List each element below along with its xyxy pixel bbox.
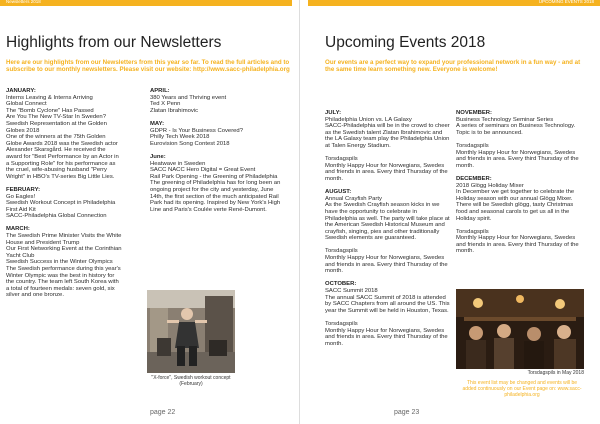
section-line: Interns Leaving & Interns Arriving — [6, 94, 93, 101]
section-line: Swedish Representation at the Golden Globes 2018 — [6, 120, 107, 134]
section-line: SACC Summit 2018 — [325, 288, 378, 295]
right-page — [300, 0, 600, 424]
section-line: The Swedish Prime Minister Visits the White House and President Trump — [6, 233, 122, 246]
section-line: Eurovision Song Contest 2018 — [150, 140, 230, 147]
section-block — [150, 88, 288, 114]
section-line: Our First Networking Event at the Corinthian Yacht Club — [6, 246, 122, 259]
section-heading: June: — [150, 153, 166, 160]
section-line: Business Technology Seminar Series — [456, 116, 554, 123]
section-line: The greening of Philadelphia has for long been an ongoing project for the city and yesterday, June 14th, the first section of the much anticipated Rail Park had its opening. Inspired by New York's High Line and Paris's Coulée verte René-Dumont. — [150, 180, 281, 213]
section-heading: MAY: — [150, 120, 165, 127]
section-block — [6, 88, 122, 180]
section-line: Torsdagspils — [456, 228, 489, 235]
section-line: Philly Tech Week 2018 — [150, 134, 210, 141]
section-line: GDPR - Is Your Business Covered? — [150, 127, 243, 134]
torsdagspils-photo — [456, 289, 584, 369]
section-line: In December we get together to celebrate the Holiday season with our annual Glögg Mixer. There will be Swedish glögg, tasty Christmas food and seasonal carols to get us all in the Holiday spirit. — [456, 189, 575, 222]
section-line: Rail Park Opening - the Greening of Philadelphia — [150, 173, 278, 180]
section-block — [456, 143, 584, 169]
section-block — [6, 187, 122, 220]
section-line: 380 Years and Thriving event — [150, 94, 227, 101]
section-line: Torsdagspils — [325, 321, 358, 327]
page-title: Highlights from our Newsletters — [6, 34, 222, 51]
page-number: page 23 — [394, 409, 420, 416]
footnote: This event list may be changed and events will be added continuously on our Event page on: www.sacc-philadelphia.org — [462, 380, 582, 398]
section-block — [325, 321, 450, 347]
section-block — [325, 281, 450, 314]
section-line: Go Eagles! — [6, 193, 36, 200]
section-block — [456, 110, 584, 136]
section-line: Torsdagspils — [456, 142, 489, 149]
page-number: page 22 — [150, 409, 176, 416]
section-line: Heatwave in Sweden — [150, 160, 206, 167]
section-line: Annual Crayfish Party — [325, 195, 382, 202]
section-line: 2018 Glögg Holiday Mixer — [456, 182, 524, 189]
section-line: Swedish Success in the Winter Olympics — [6, 259, 113, 266]
section-block — [325, 189, 450, 242]
events-column-2 — [456, 110, 584, 262]
section-block — [456, 176, 584, 222]
section-line: Ted X Penn — [150, 101, 181, 108]
section-line: Monthly Happy Hour for Norwegians, Swedes and friends in area. Every third Thursday of the month. — [456, 235, 579, 255]
section-heading: FEBRUARY: — [6, 186, 41, 193]
header-tag: UPCOMING EVENTS 2018 — [538, 0, 594, 4]
section-line: One of the winners at the 75th Golden Globe Awards 2018 was the Swedish actor Alexander Skarsgård. He received the award for "Best Performance by an Actor in a Supporting Role" for his performance as the cruel, wife-abusing husband "Perry Wright" in HBO's TV-series Big Little Lies. — [6, 134, 119, 180]
section-line: Monthly Happy Hour for Norwegians, Swedes and friends in area. Every third Thursday of the month. — [456, 149, 579, 169]
header-tag: Newsletters 2018 — [6, 0, 41, 4]
photo-caption: Torsdagspils in May 2018 — [527, 370, 584, 376]
section-block — [325, 110, 450, 150]
section-block — [325, 156, 450, 182]
section-heading: MARCH: — [6, 226, 30, 233]
section-block — [150, 121, 288, 147]
section-line: Torsdagspils — [325, 156, 358, 163]
intro-text: Our events are a perfect way to expand your professional network in a fun way - and at the same time learn something new. Everyone is welcome! — [325, 59, 581, 74]
newsletter-column-2 — [150, 88, 288, 220]
section-block — [325, 248, 450, 274]
section-line: The annual SACC Summit of 2018 is attended by SACC Chapters from all around the US. This year the Summit will be held in Houston, Texas. — [325, 294, 450, 314]
section-line: Global Connect — [6, 101, 47, 108]
section-line: SACC-Philadelphia Global Connection — [6, 213, 107, 220]
section-line: First Aid Kit — [6, 206, 36, 213]
intro-text: Here are our highlights from our Newsletters from this year so far. To read the full articles and to subscribe to our monthly newsletters. Please visit our website: http://www.sacc-philadelphia.org — [6, 59, 290, 74]
events-column-1 — [325, 110, 450, 354]
section-line: Monthly Happy Hour for Norwegians, Swedes and friends in area. Every third Thursday of the month. — [325, 162, 448, 182]
section-line: A series of seminars on Business Technology. Topic is to be announced. — [456, 123, 576, 136]
section-line: As the Swedish Crayfish season kicks in we have the opportunity to celebrate in Philadelphia as well. The party will take place at the American Swedish Historical Museum and crayfish, singing, pies and other traditionally Swedish elements are guaranteed. — [325, 202, 450, 242]
section-heading: APRIL: — [150, 88, 170, 94]
section-line: Zlatan Ibrahimovic — [150, 107, 199, 114]
newsletter-column-1 — [6, 88, 122, 306]
header-bar — [308, 0, 600, 6]
page-title: Upcoming Events 2018 — [325, 34, 486, 51]
section-line: Are You The New TV-Star In Sweden? — [6, 114, 106, 121]
section-heading: NOVEMBER: — [456, 110, 492, 116]
section-line: SACC NACC Hero Digital = Great Event — [150, 167, 256, 174]
section-line: The Swedish performance during this year's Winter Olympic was the best in history for the country. The team left South Korea with a total of fourteen medals: seven gold, six silver and one bronze. — [6, 266, 121, 299]
section-line: SACC-Philadelphia will be in the crowd to cheer as the Swedish talent Zlatan Ibrahimovic and the LA Galaxy team play the Philadelphia Union at Talen Energy Stadium. — [325, 123, 450, 149]
section-block — [150, 154, 288, 213]
section-block — [6, 226, 122, 299]
section-heading: JANUARY: — [6, 88, 36, 94]
section-block — [456, 229, 584, 255]
section-heading: OCTOBER: — [325, 281, 357, 288]
section-line: The "Bomb Cyclone" Has Passed — [6, 107, 94, 114]
section-line: Philadelphia Union vs. LA Galaxy — [325, 116, 412, 123]
photo-caption: "X-force", Swedish workout concept (February) — [151, 375, 231, 387]
section-line: Torsdagspils — [325, 248, 358, 255]
section-heading: JULY: — [325, 110, 342, 116]
section-line: Monthly Happy Hour for Norwegians, Swedes and friends in area. Every third Thursday of the month. — [325, 327, 448, 347]
section-line: Monthly Happy Hour for Norwegians, Swedes and friends in area. Every third Thursday of the month. — [325, 255, 448, 275]
header-bar — [0, 0, 292, 6]
section-heading: AUGUST: — [325, 189, 352, 196]
section-line: Swedish Workout Concept in Philadelphia — [6, 200, 116, 207]
workout-photo — [147, 290, 235, 373]
section-heading: DECEMBER: — [456, 175, 492, 182]
